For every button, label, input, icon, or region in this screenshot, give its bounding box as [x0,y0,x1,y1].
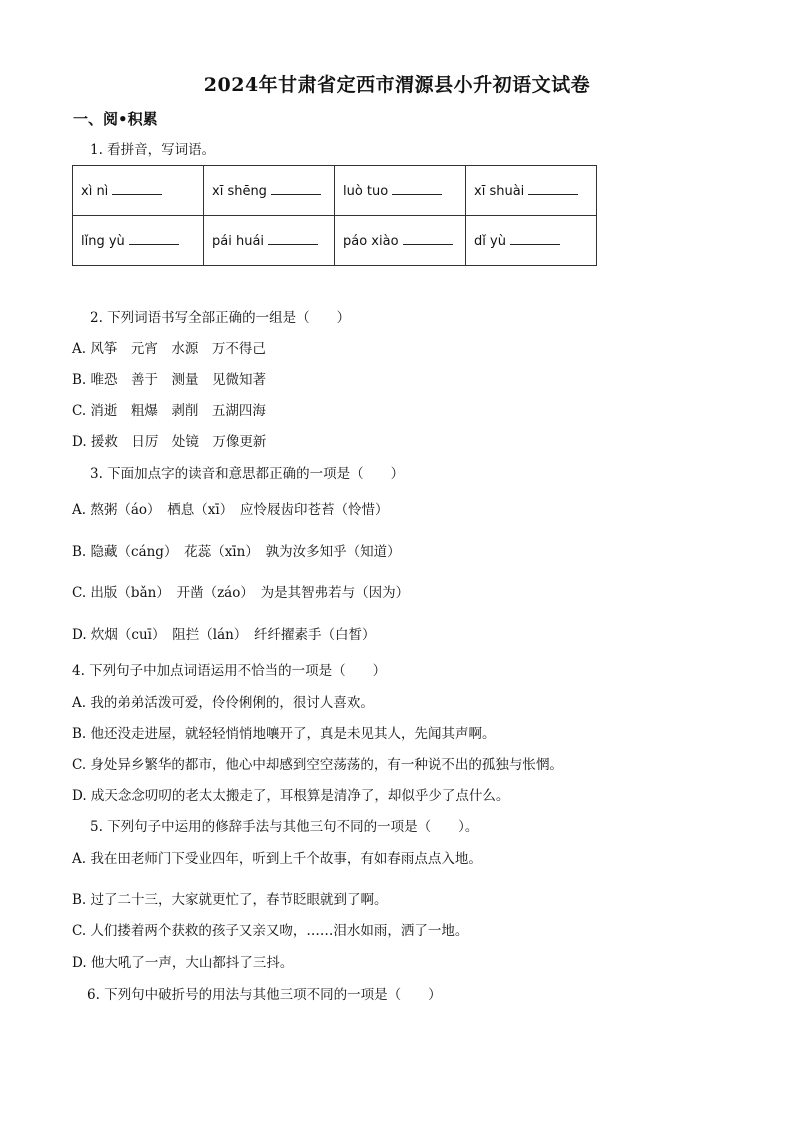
q2-option-d[interactable]: D. 援救 日厉 处镜 万像更新 [72,434,267,450]
pinyin-cell: xī shēng [204,166,335,216]
q5-stem: 5. 下列句子中运用的修辞手法与其他三句不同的一项是（ ）。 [90,819,479,835]
answer-blank[interactable] [112,182,162,195]
q6-stem: 6. 下列句中破折号的用法与其他三项不同的一项是（ ） [87,987,442,1003]
answer-blank[interactable] [129,232,179,245]
q3-option-b[interactable]: B. 隐藏（cáng） 花蕊（xīn） 孰为汝多知乎（知道） [72,544,401,560]
q2-stem: 2. 下列词语书写全部正确的一组是（ ） [90,310,351,326]
q2-option-b[interactable]: B. 唯恐 善于 测量 见微知著 [72,372,267,388]
q5-option-c[interactable]: C. 人们搂着两个获救的孩子又亲又吻，……泪水如雨，洒了一地。 [72,923,469,939]
q2-option-a[interactable]: A. 风筝 元宵 水源 万不得己 [72,341,266,357]
answer-blank[interactable] [268,232,318,245]
q3-option-d[interactable]: D. 炊烟（cuī） 阻拦（lán） 纤纤擢素手（白皙） [72,627,376,643]
q4-option-a[interactable]: A. 我的弟弟活泼可爱，伶伶俐俐的，很讨人喜欢。 [72,695,374,711]
answer-blank[interactable] [392,182,442,195]
table-row [73,166,597,216]
answer-blank[interactable] [528,182,578,195]
q5-option-b[interactable]: B. 过了二十三，大家就更忙了，春节眨眼就到了啊。 [72,892,388,908]
q2-option-c[interactable]: C. 消逝 粗爆 剥削 五湖四海 [72,403,266,419]
pinyin-cell: xī shuài [466,166,597,216]
pinyin-cell: pái huái [204,216,335,266]
pinyin-cell: dǐ yù [466,216,597,266]
q4-option-c[interactable]: C. 身处异乡繁华的都市，他心中却感到空空荡荡的，有一种说不出的孤独与怅惘。 [72,757,563,773]
q4-stem: 4. 下列句子中加点词语运用不恰当的一项是（ ） [72,663,387,679]
q3-option-c[interactable]: C. 出版（bǎn） 开凿（záo） 为是其智弗若与（因为） [72,585,410,601]
q5-option-a[interactable]: A. 我在田老师门下受业四年，听到上千个故事，有如春雨点点入地。 [72,851,482,867]
answer-blank[interactable] [271,182,321,195]
q4-option-b[interactable]: B. 他还没走进屋，就轻轻悄悄地嚷开了，真是未见其人，先闻其声啊。 [72,726,496,742]
pinyin-cell: lǐng yù [73,216,204,266]
q3-stem: 3. 下面加点字的读音和意思都正确的一项是（ ） [90,466,405,482]
q5-option-d[interactable]: D. 他大吼了一声，大山都抖了三抖。 [72,955,294,971]
pinyin-table [72,165,597,266]
q4-option-d[interactable]: D. 成天念念叨叨的老太太搬走了，耳根算是清净了，却似乎少了点什么。 [72,788,510,804]
q3-option-a[interactable]: A. 熬粥（áo） 栖息（xī） 应怜屐齿印苍苔（怜惜） [72,502,389,518]
pinyin-cell: xì nì [73,166,204,216]
answer-blank[interactable] [403,232,453,245]
section-heading: 一、阅•积累 [73,110,158,128]
table-row [73,216,597,266]
pinyin-cell: páo xiào [335,216,466,266]
pinyin-cell: luò tuo [335,166,466,216]
exam-title: 2024年甘肃省定西市渭源县小升初语文试卷 [203,74,591,96]
q1-stem: 1. 看拼音，写词语。 [90,142,216,158]
answer-blank[interactable] [510,232,560,245]
